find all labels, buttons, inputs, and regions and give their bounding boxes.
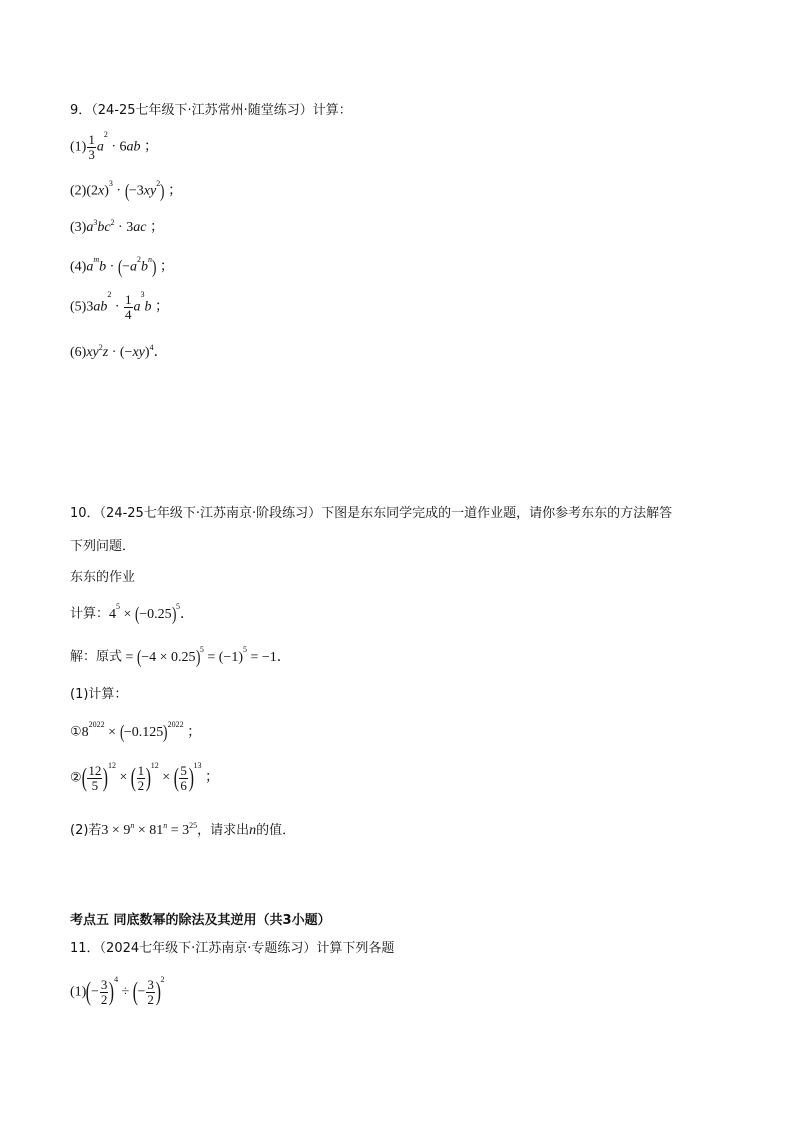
fraction-one-fourth: $\frac{1}{4}$	[125, 292, 132, 322]
q10-title: 10．（24-25七年级下·江苏南京·阶段练习）下图是东东同学完成的一道作业题，请你参考东东的方法解答	[70, 506, 673, 521]
q9-item-2-label: (2)	[70, 183, 87, 199]
q10-part1-item1: $①8^{2022} \times (-0.125)^{2022}$ ；	[70, 720, 202, 743]
q9-item-6-label: (6)	[70, 345, 87, 360]
q10-title-cont: 下列问题．	[70, 539, 136, 554]
q10-part1-item2: ②( $\frac{12}{5}$ )$^{12}$ × ( $\frac{1}{2}$ )$^{12}$ × ( $\frac{5}{6}$ )$^{13}$ ；	[70, 761, 219, 793]
q10-homework-title: 东东的作业	[70, 570, 136, 585]
q10-part2: (2)若$3 \times 9^n \times 81^n = 3^{25}$，请求出n的值．	[70, 821, 296, 838]
q10-part2-prefix: (2)若	[70, 823, 102, 838]
q10-solution-label: 解：原式	[70, 649, 123, 665]
q10-part2-var: n	[249, 823, 257, 838]
q10-part2-end: 的值．	[256, 823, 296, 838]
q9-item-3-label: (3)	[70, 220, 87, 235]
q10-part2-suffix: ，请求出	[197, 823, 250, 838]
q9-item-1: (1) $\frac{1}{3}$ $a^2 \cdot 6ab$ ；	[70, 130, 158, 162]
q11-title: 11．（2024七年级下·江苏南京·专题练习）计算下列各题	[70, 941, 395, 956]
q9-item-5: $(5)3ab^2$ · $\frac{1}{4}$ $a^3b$ ；	[70, 290, 169, 322]
q10-part1: (1)计算：	[70, 687, 128, 702]
q9-item-4-label: (4)	[70, 259, 87, 275]
q9-item-3: $(3)a^3bc^2 \cdot 3ac$ ；	[70, 218, 164, 235]
q11-item-1: (1)(− $\frac{3}{2}$ )$^4$ ÷ (− $\frac{3}{2}$ )$^2$	[70, 975, 165, 1007]
q10-calc: 计算：$4^5 \times (-0.25)^5$．	[70, 602, 194, 625]
section-5-heading: 考点五 同底数幂的除法及其逆用（共3小题）	[70, 913, 331, 928]
q11-item-1-label: (1)	[70, 984, 87, 1000]
circle-two: ②	[70, 770, 82, 786]
q10-calc-label: 计算：	[70, 606, 110, 622]
q9-item-5-label: (5)	[70, 299, 87, 315]
q9-item-6: $(6)xy^2z \cdot (-xy)^4$．	[70, 343, 168, 360]
q9-item-2: $(2)(2x)^3 \cdot (-3xy^2)$ ；	[70, 179, 183, 202]
q9-item-4: $(4)a^mb \cdot (-a^2b^n)$ ；	[70, 255, 174, 278]
q9-item-1-label: (1)	[70, 139, 87, 155]
circle-one: ①	[70, 724, 82, 740]
fraction-one-third: $\frac{1}{3}$	[88, 132, 95, 162]
q10-solution: 解：原式 = $(-4 \times 0.25)^5 = (-1)^5 = -1$．	[70, 645, 291, 668]
q9-title: 9．（24-25七年级下·江苏常州·随堂练习）计算：	[70, 103, 352, 118]
